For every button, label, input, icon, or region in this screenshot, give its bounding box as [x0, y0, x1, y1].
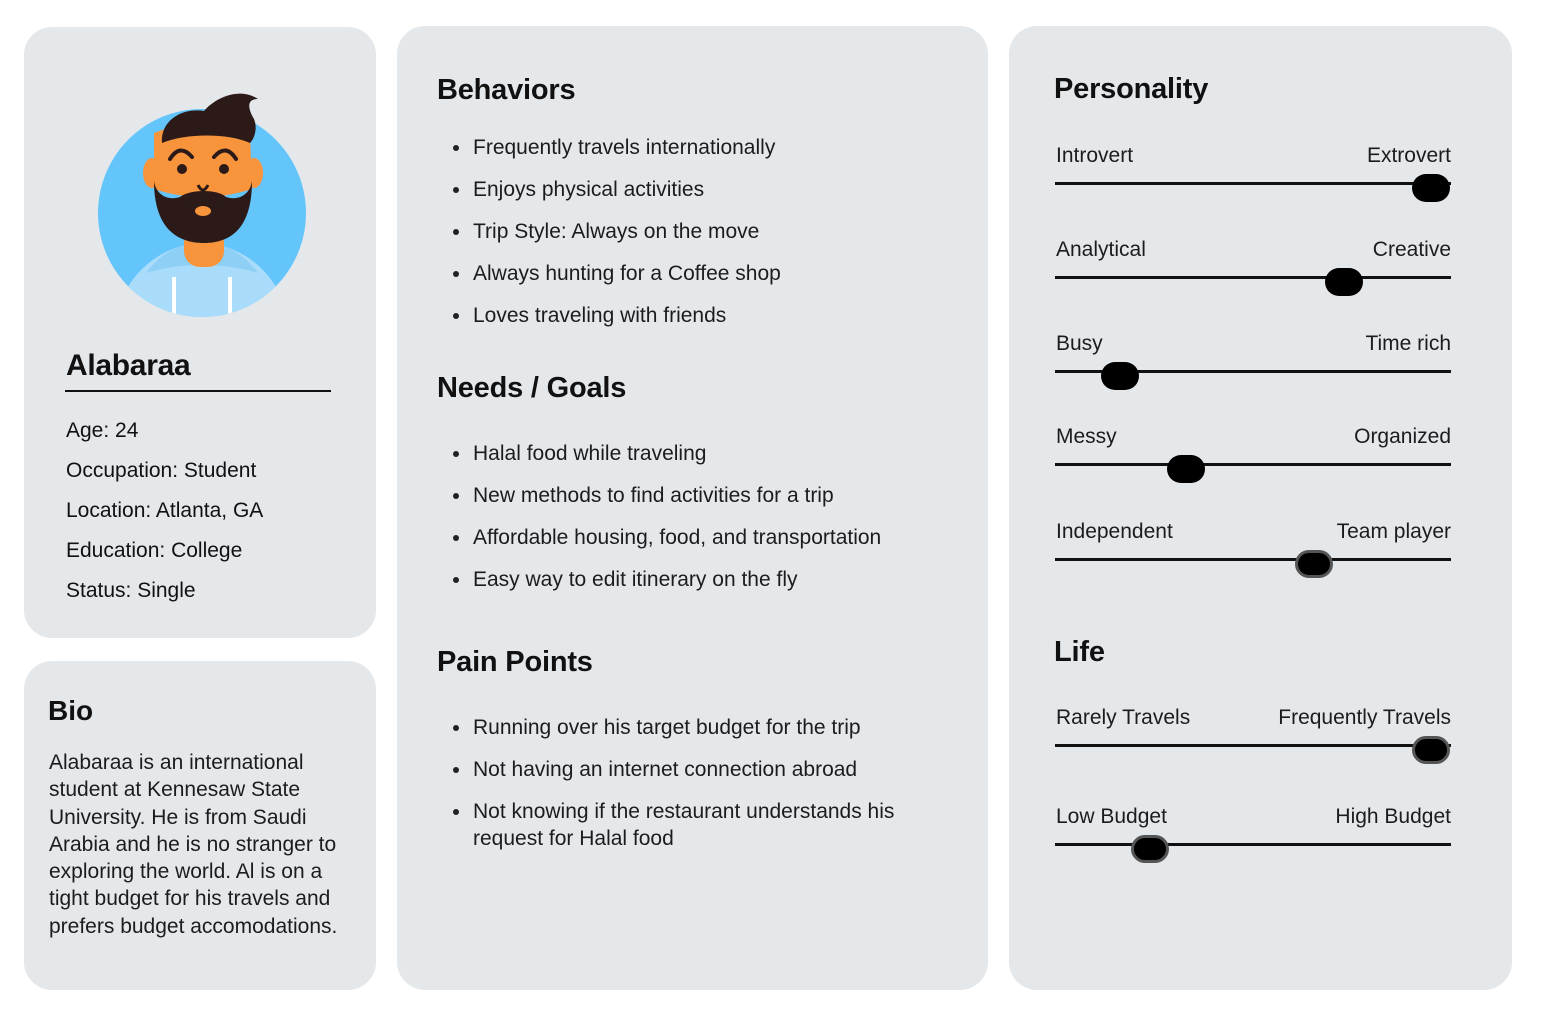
slider-track — [1055, 744, 1451, 747]
slider-independent-teamplayer[interactable] — [1055, 520, 1451, 570]
slider-right-label: Extrovert — [1366, 144, 1451, 167]
list-item: Halal food while traveling — [473, 440, 973, 467]
slider-left-label: Messy — [1056, 425, 1117, 448]
persona-name: Alabaraa — [66, 349, 191, 382]
slider-right-label: Creative — [1372, 238, 1451, 261]
slider-budget[interactable] — [1055, 805, 1451, 855]
slider-track — [1055, 182, 1451, 185]
slider-right-label: Organized — [1354, 425, 1451, 448]
list-item: Enjoys physical activities — [473, 176, 973, 203]
slider-thumb[interactable] — [1167, 455, 1205, 483]
list-item: Not knowing if the restaurant understands his request for Halal food — [473, 798, 943, 852]
slider-thumb[interactable] — [1412, 736, 1450, 764]
behaviors-needs-card — [397, 26, 988, 990]
slider-analytical-creative[interactable] — [1055, 238, 1451, 288]
personality-life-card — [1009, 26, 1512, 990]
slider-thumb[interactable] — [1101, 362, 1139, 390]
list-item: New methods to find activities for a trip — [473, 482, 973, 509]
bio-title: Bio — [48, 695, 94, 726]
slider-thumb[interactable] — [1412, 174, 1450, 202]
slider-left-label: Introvert — [1056, 144, 1134, 167]
slider-track — [1055, 843, 1451, 846]
slider-left-label: Low Budget — [1056, 805, 1167, 828]
slider-introvert-extrovert[interactable] — [1055, 144, 1451, 194]
slider-right-label: Time rich — [1365, 332, 1451, 355]
list-item: Trip Style: Always on the move — [473, 218, 973, 245]
slider-left-label: Busy — [1056, 332, 1103, 355]
slider-right-label: Team player — [1336, 520, 1451, 543]
list-item: Running over his target budget for the trip — [473, 714, 943, 741]
slider-left-label: Independent — [1056, 520, 1173, 543]
list-item: Loves traveling with friends — [473, 302, 973, 329]
bearded-man-avatar-icon — [98, 77, 308, 317]
slider-thumb[interactable] — [1295, 550, 1333, 578]
detail-age: Age: 24 — [66, 419, 139, 442]
pain-points-title: Pain Points — [437, 646, 593, 678]
slider-right-label: High Budget — [1335, 805, 1451, 828]
slider-busy-timerich[interactable] — [1055, 332, 1451, 382]
detail-location: Location: Atlanta, GA — [66, 499, 264, 522]
slider-thumb[interactable] — [1131, 835, 1169, 863]
life-title: Life — [1054, 636, 1105, 668]
detail-education: Education: College — [66, 539, 243, 562]
slider-track — [1055, 558, 1451, 561]
slider-thumb[interactable] — [1325, 268, 1363, 296]
list-item: Affordable housing, food, and transportation — [473, 524, 973, 551]
list-item: Easy way to edit itinerary on the fly — [473, 566, 973, 593]
slider-left-label: Rarely Travels — [1056, 706, 1191, 729]
slider-track — [1055, 276, 1451, 279]
personality-title: Personality — [1054, 73, 1209, 105]
slider-right-label: Frequently Travels — [1278, 706, 1451, 729]
slider-messy-organized[interactable] — [1055, 425, 1451, 475]
persona-details — [66, 415, 263, 615]
slider-left-label: Analytical — [1056, 238, 1146, 261]
pain-points-list — [473, 714, 943, 867]
profile-card — [24, 27, 376, 638]
list-item: Not having an internet connection abroad — [473, 756, 943, 783]
list-item: Frequently travels internationally — [473, 134, 973, 161]
behaviors-title: Behaviors — [437, 74, 576, 106]
name-underline — [65, 390, 331, 392]
behaviors-list — [473, 134, 973, 344]
needs-goals-title: Needs / Goals — [437, 372, 627, 404]
bio-card — [24, 661, 376, 990]
needs-goals-list — [473, 440, 973, 608]
slider-travel-frequency[interactable] — [1055, 706, 1451, 756]
bio-text: Alabaraa is an international student at Kennesaw State University. He is from Saudi Arabia and he is no stranger to exploring the world. Al is on a tight budget for his travels and prefers budget accomodations. — [49, 751, 338, 938]
detail-occupation: Occupation: Student — [66, 459, 257, 482]
list-item: Always hunting for a Coffee shop — [473, 260, 973, 287]
detail-status: Status: Single — [66, 579, 196, 602]
slider-track — [1055, 463, 1451, 466]
